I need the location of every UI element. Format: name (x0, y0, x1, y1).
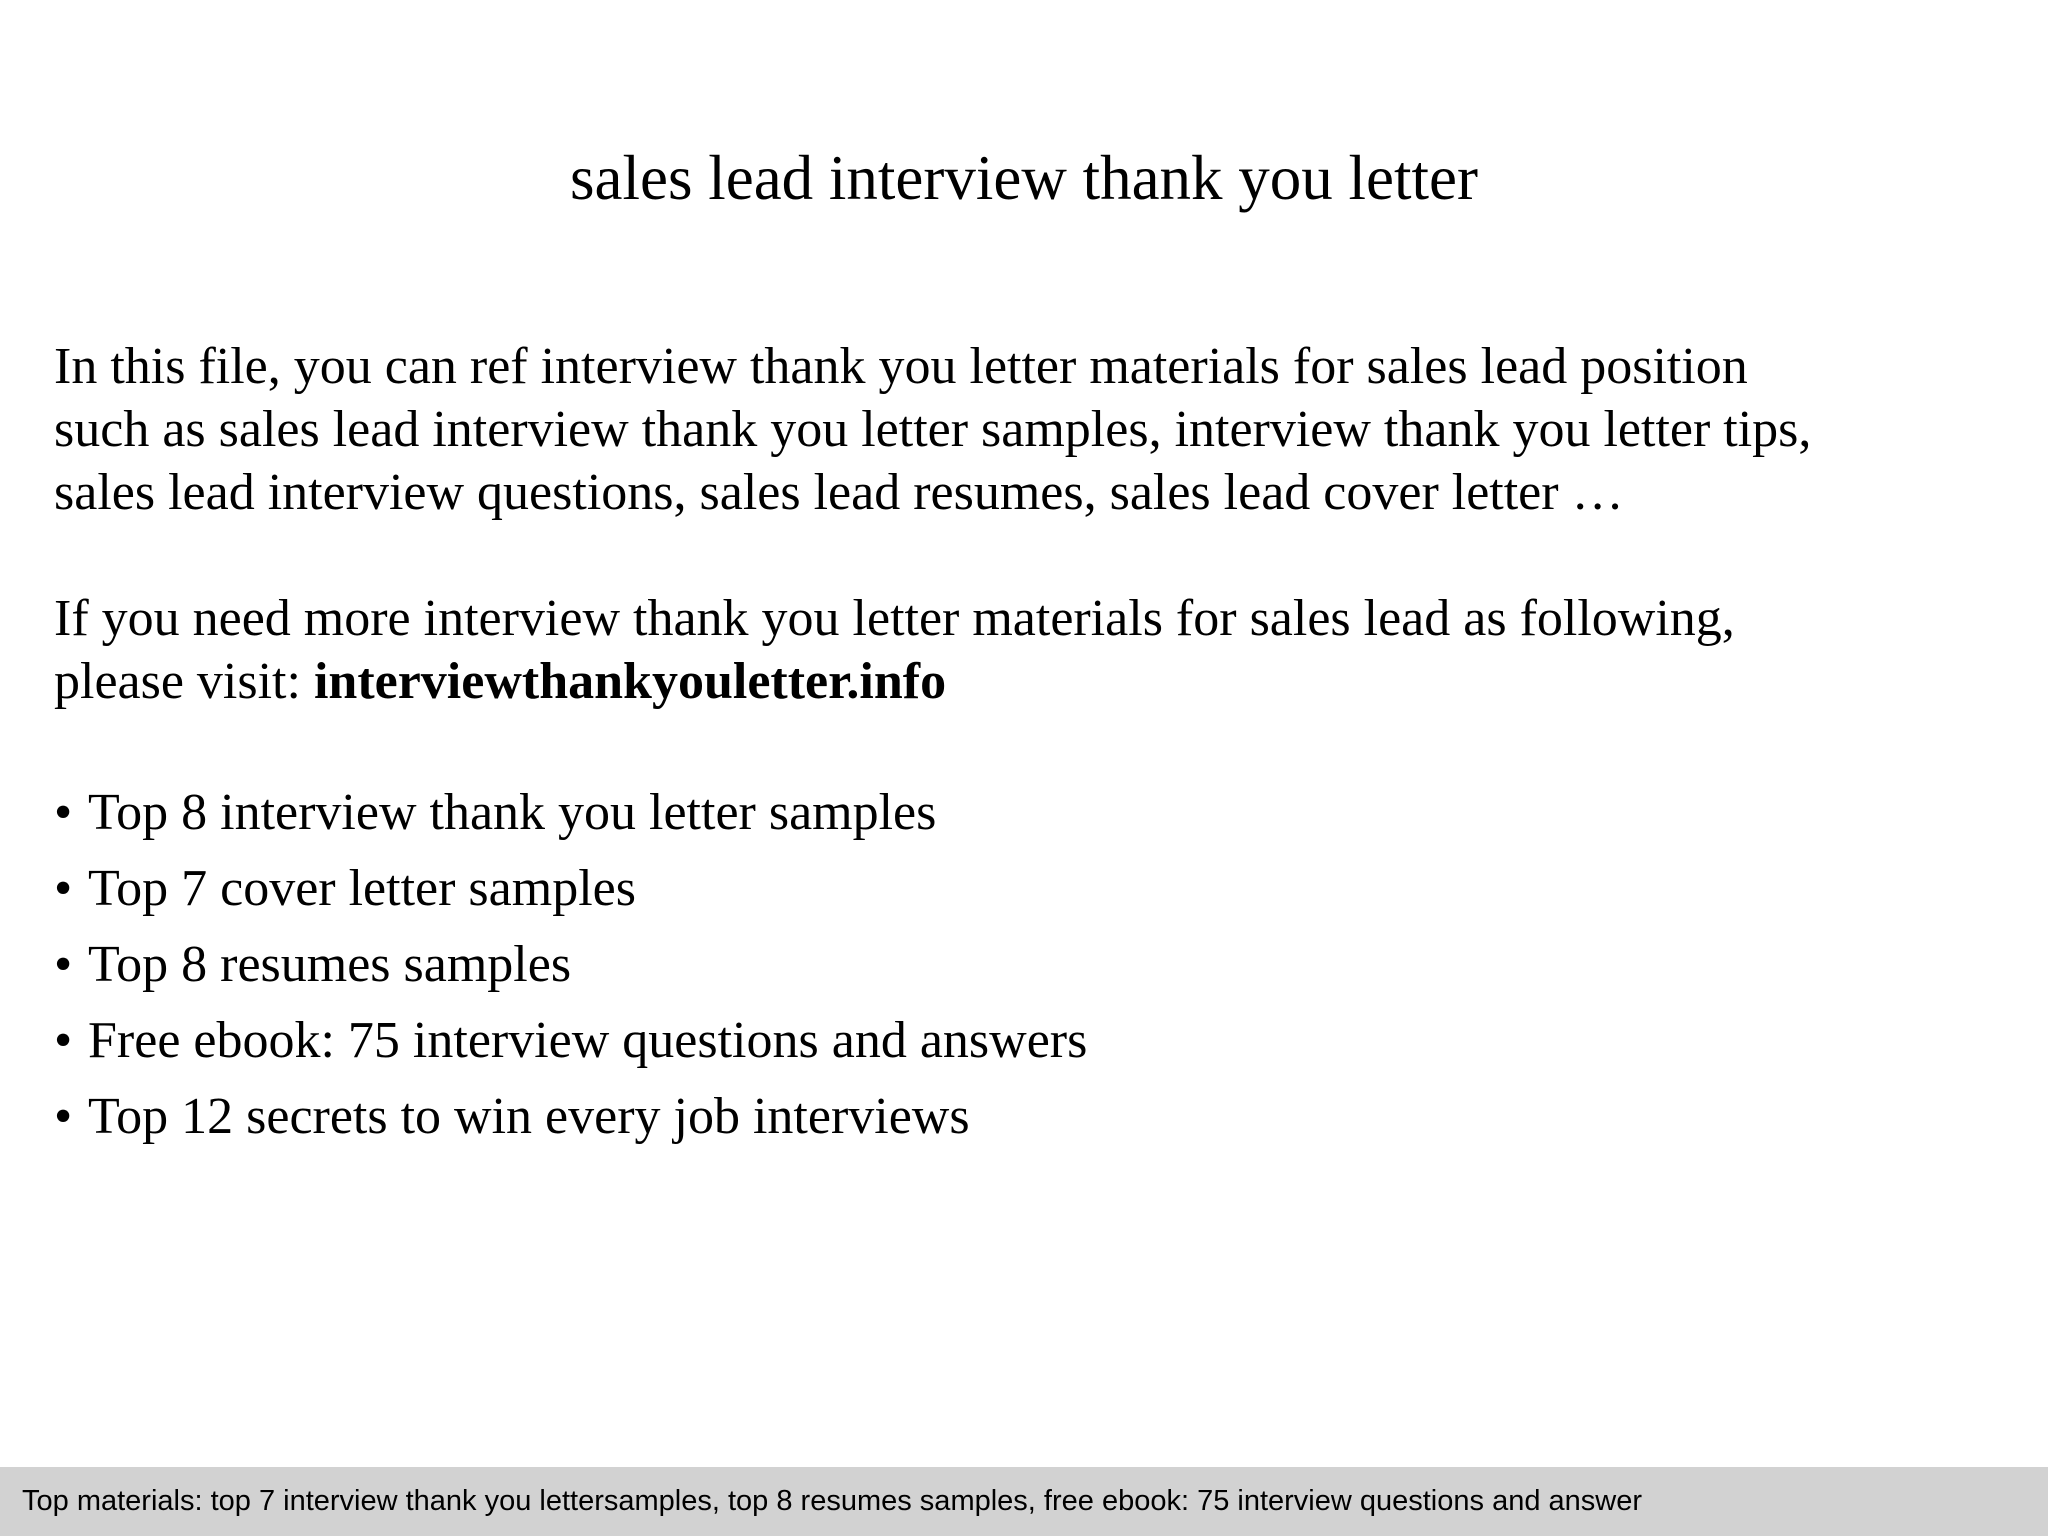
list-item-text: Free ebook: 75 interview questions and answers (88, 1012, 1088, 1069)
bullet-icon: • (54, 860, 73, 917)
footer-text: Top materials: top 7 interview thank you lettersamples, top 8 resumes samples, free ebook: 75 interview questions and answer (22, 1485, 1642, 1517)
intro-line: such as sales lead interview thank you letter samples, interview thank you letter tips, (54, 401, 1812, 458)
list-item (54, 775, 1087, 851)
list-item (54, 851, 1087, 927)
list-item (54, 927, 1087, 1003)
footer-bar (0, 1467, 2048, 1536)
bullet-icon: • (54, 936, 73, 993)
bullet-icon: • (54, 1088, 73, 1145)
list-item-text: Top 8 interview thank you letter samples (88, 784, 937, 841)
list-item-text: Top 7 cover letter samples (88, 860, 636, 917)
list-item (54, 1003, 1087, 1079)
list-item (54, 1079, 1087, 1155)
visit-line: If you need more interview thank you letter materials for sales lead as following, (54, 590, 1735, 647)
list-item-text: Top 12 secrets to win every job interviews (88, 1088, 970, 1145)
visit-line (54, 650, 2014, 713)
bullet-icon: • (54, 1012, 73, 1069)
bullet-icon: • (54, 784, 73, 841)
visit-prefix: please visit: (54, 653, 314, 710)
page-title: sales lead interview thank you letter (570, 143, 1478, 213)
visit-link[interactable]: interviewthankyouletter.info (313, 653, 947, 710)
visit-paragraph (54, 587, 2014, 713)
intro-line: sales lead interview questions, sales lead resumes, sales lead cover letter … (54, 464, 1624, 521)
intro-line: In this file, you can ref interview thank you letter materials for sales lead position (54, 338, 1748, 395)
intro-paragraph (54, 335, 2014, 524)
list-item-text: Top 8 resumes samples (88, 936, 572, 993)
materials-list (54, 775, 1087, 1155)
